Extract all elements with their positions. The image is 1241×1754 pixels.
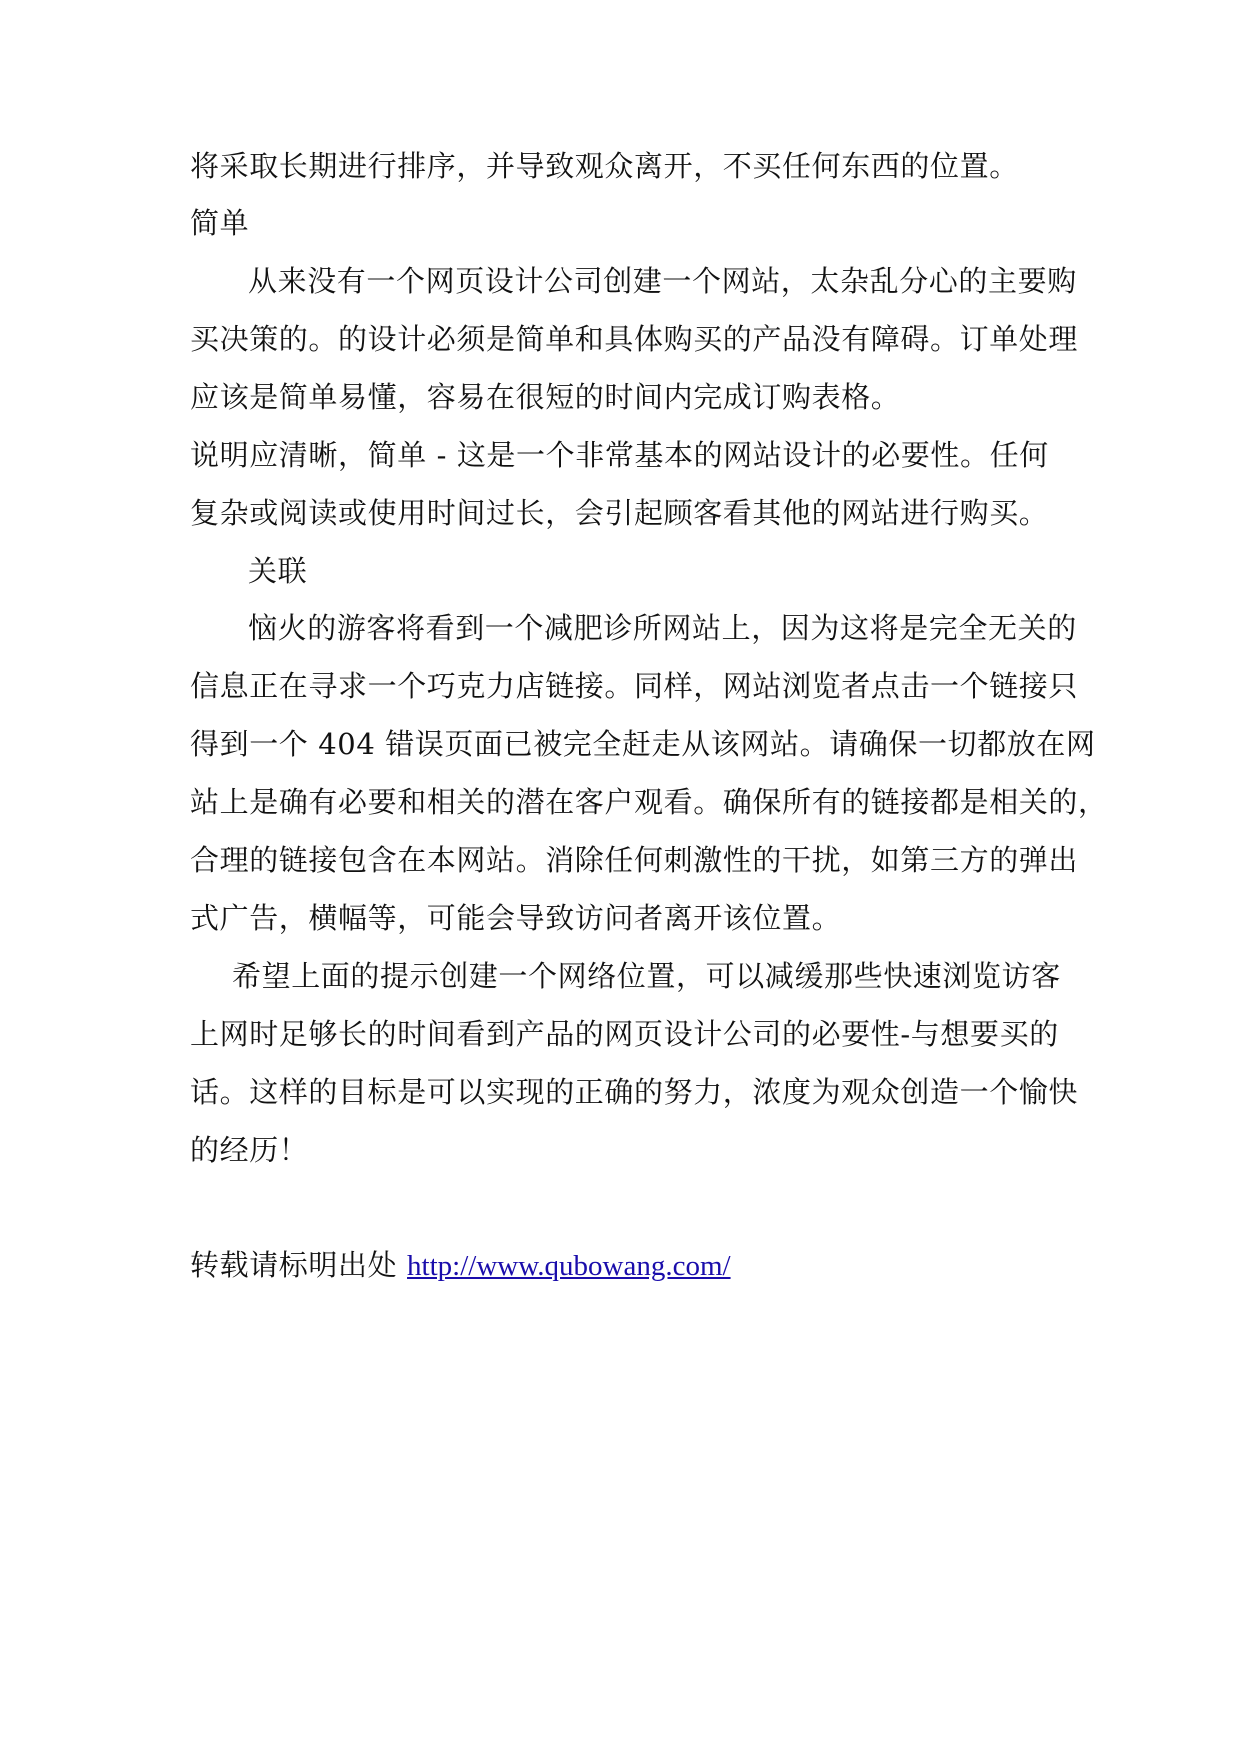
paragraph-line: 说明应清晰，简单 - 这是一个非常基本的网站设计的必要性。任何: [190, 438, 1049, 472]
section-heading-simple: 简单: [190, 206, 250, 240]
paragraph-line: 将采取长期进行排序，并导致观众离开，不买任何东西的位置。: [190, 149, 1019, 183]
footer-source-note: [190, 1245, 1070, 1285]
paragraph-line: 复杂或阅读或使用时间过长，会引起顾客看其他的网站进行购买。: [190, 496, 1049, 530]
source-link[interactable]: http://www.qubowang.com/: [407, 1250, 731, 1282]
paragraph-line: 恼火的游客将看到一个减肥诊所网站上，因为这将是完全无关的: [248, 611, 1077, 645]
paragraph-line: 合理的链接包含在本网站。消除任何刺激性的干扰，如第三方的弹出: [190, 843, 1079, 877]
section-heading-relevance: 关联: [248, 554, 308, 588]
paragraph-line: 上网时足够长的时间看到产品的网页设计公司的必要性-与想要买的: [190, 1017, 1059, 1051]
paragraph-line: 应该是简单易懂，容易在很短的时间内完成订购表格。: [190, 380, 901, 414]
paragraph-line: 的经历！: [190, 1133, 309, 1167]
paragraph-line: 话。这样的目标是可以实现的正确的努力，浓度为观众创造一个愉快: [190, 1075, 1079, 1109]
paragraph-line: 式广告，横幅等，可能会导致访问者离开该位置。: [190, 901, 842, 935]
paragraph-line: 站上是确有必要和相关的潜在客户观看。确保所有的链接都是相关的，: [190, 785, 1108, 819]
paragraph-line: 买决策的。的设计必须是简单和具体购买的产品没有障碍。订单处理: [190, 322, 1079, 356]
paragraph-line: 从来没有一个网页设计公司创建一个网站，太杂乱分心的主要购: [248, 264, 1077, 298]
paragraph-line: 信息正在寻求一个巧克力店链接。同样，网站浏览者点击一个链接只: [190, 669, 1079, 703]
paragraph-line: 希望上面的提示创建一个网络位置，可以减缓那些快速浏览访客: [232, 959, 1061, 993]
paragraph-line: 得到一个 404 错误页面已被完全赶走从该网站。请确保一切都放在网: [190, 727, 1096, 761]
footer-label: 转载请标明出处: [190, 1248, 398, 1282]
